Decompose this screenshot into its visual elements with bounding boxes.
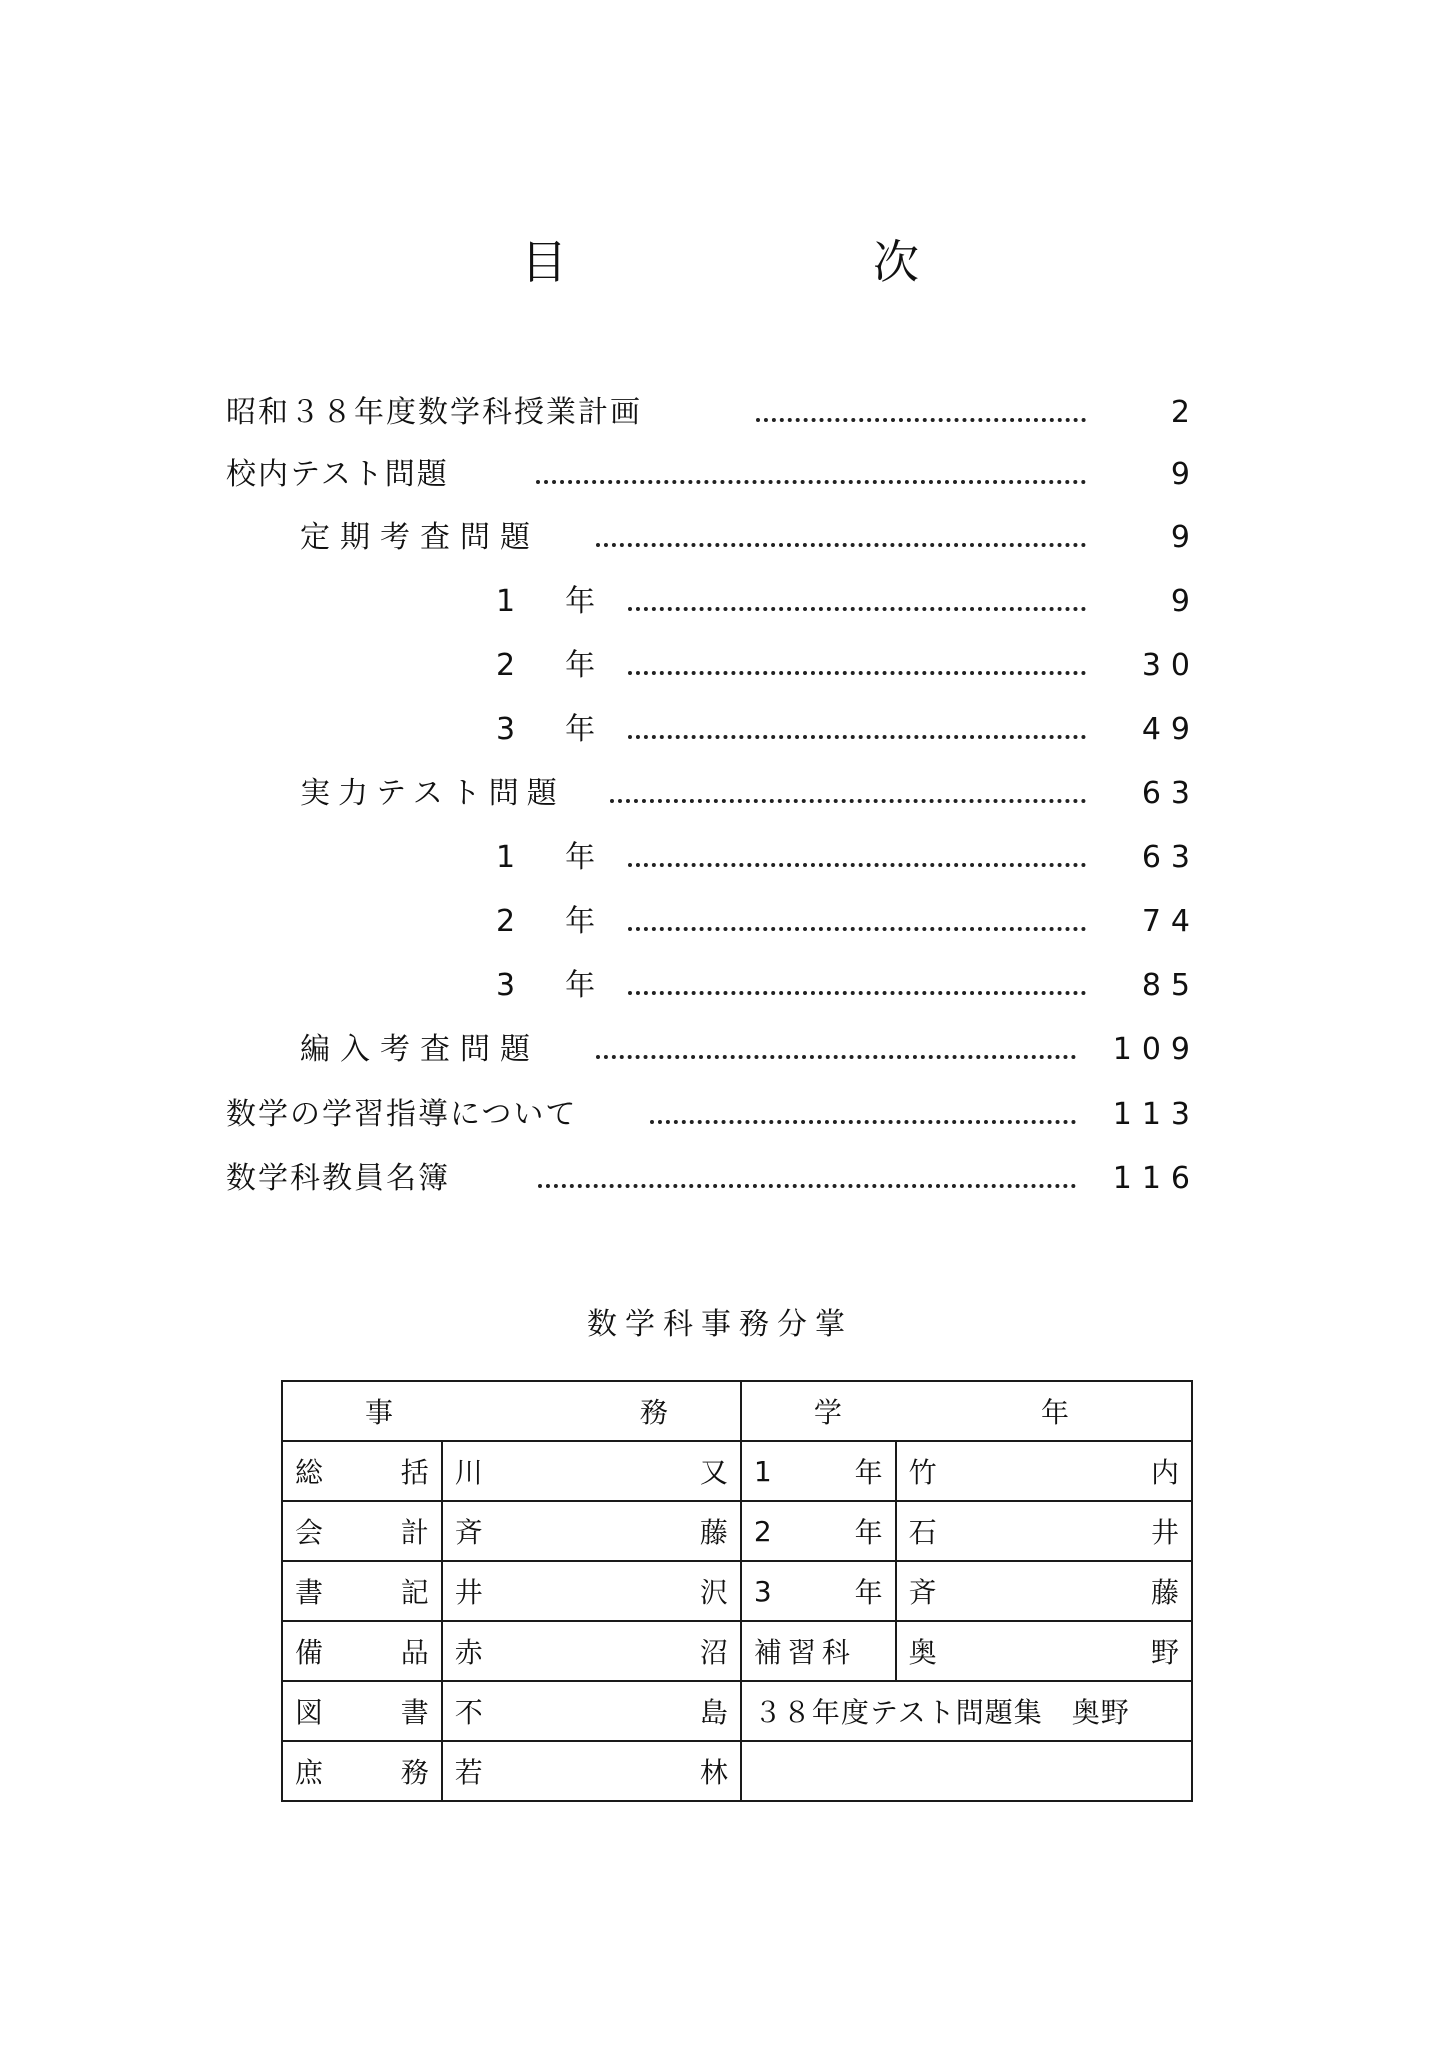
toc-entry-label: 校内テスト問題 [226,457,449,492]
note-text: ３８年度テスト問題集 奥野 [753,1696,1130,1729]
cell-text: 若 [454,1756,483,1789]
cell-text: 島 [699,1696,728,1729]
grade-cell [741,1441,896,1501]
header-text: 年 [1040,1396,1069,1429]
cell-text: 不 [454,1696,483,1729]
cell-text: 林 [699,1756,728,1789]
toc-entry [300,513,1200,563]
toc-entry-page: 63 [1141,776,1200,811]
cell-text: 1 [753,1454,772,1488]
teacher-cell [896,1441,1192,1501]
cell-text: 年 [854,1516,883,1549]
toc-leader [756,418,1086,422]
cell-text: 務 [400,1756,429,1789]
toc-entry-page: 116 [1112,1161,1200,1196]
cell-text: 石 [908,1516,937,1549]
toc-entry-page: 9 [1170,520,1200,555]
table-row [282,1441,1192,1501]
toc-entry-page: 49 [1141,712,1200,747]
cell-text: 藤 [1150,1576,1179,1609]
cell-text: 井 [1150,1516,1179,1549]
toc-entry [496,833,1200,883]
grade-cell [741,1501,896,1561]
toc-entry-label: 実力テスト問題 [300,776,565,811]
duty-cell [282,1621,442,1681]
cell-text: 斉 [454,1516,483,1549]
duty-cell [282,1741,442,1801]
toc-entry-label: 2 年 [496,648,606,683]
toc-entry-label: 3 年 [496,968,606,1003]
toc-leader [628,927,1086,931]
cell-text: 藤 [699,1516,728,1549]
header-text: 務 [639,1396,668,1429]
duty-cell [282,1441,442,1501]
toc-entry-label: 3 年 [496,712,606,747]
person-cell [442,1681,741,1741]
toc-entry [300,1025,1200,1075]
cell-text: 補習科 [753,1636,856,1669]
toc-entry-label: 数学の学習指導について [226,1097,578,1132]
toc-entry [226,1154,1200,1204]
cell-text: 沢 [699,1576,728,1609]
cell-text: 庶 [295,1756,324,1789]
toc-entry [226,1090,1200,1140]
note-cell [741,1681,1192,1741]
table-row [282,1741,1192,1801]
cell-text: 括 [400,1456,429,1489]
toc-leader [628,863,1086,867]
toc-entry [496,705,1200,755]
cell-text: 総 [295,1456,324,1489]
grade-header [741,1381,1192,1441]
note-cell [741,1741,1192,1801]
header-text: 事 [365,1396,394,1429]
page-title: 目 次 [521,235,1049,289]
header-text: 学 [813,1396,842,1429]
cell-text: 年 [854,1456,883,1489]
cell-text: 川 [454,1456,483,1489]
cell-text: 沼 [699,1636,728,1669]
toc-leader [610,799,1086,803]
toc-entry-page: 2 [1170,395,1200,430]
toc-entry-page: 30 [1141,648,1200,683]
toc-leader [596,1055,1076,1059]
person-cell [442,1561,741,1621]
toc-leader [536,480,1086,484]
cell-text: 品 [400,1636,429,1669]
toc-leader [650,1120,1076,1124]
toc-entry-page: 113 [1112,1097,1200,1132]
cell-text: 竹 [908,1456,937,1489]
toc-leader [538,1184,1076,1188]
duty-cell [282,1681,442,1741]
cell-text: 奥 [908,1636,937,1669]
duty-header [282,1381,741,1441]
cell-text: 又 [699,1456,728,1489]
toc-entry [496,641,1200,691]
cell-text: 赤 [454,1636,483,1669]
cell-text: 年 [854,1576,883,1609]
toc-entry-label: 2 年 [496,904,606,939]
toc-leader [628,607,1086,611]
toc-leader [628,991,1086,995]
toc-entry [496,897,1200,947]
cell-text: 内 [1150,1456,1179,1489]
grade-cell [741,1621,896,1681]
cell-text: 計 [400,1516,429,1549]
toc-entry-label: 定期考査問題 [300,520,540,555]
cell-text: 書 [400,1696,429,1729]
toc-entry [226,450,1200,500]
toc-entry-label: 編入考査問題 [300,1032,540,1067]
teacher-cell [896,1501,1192,1561]
person-cell [442,1501,741,1561]
toc-entry-label: 数学科教員名簿 [226,1161,450,1196]
toc-leader [596,543,1086,547]
cell-text: 記 [400,1576,429,1609]
cell-text: 3 [753,1574,772,1608]
cell-text: 書 [295,1576,324,1609]
person-cell [442,1621,741,1681]
grade-cell [741,1561,896,1621]
table-row [282,1681,1192,1741]
toc-entry [226,388,1200,438]
toc-entry-page: 74 [1141,904,1200,939]
cell-text: 井 [454,1576,483,1609]
toc-leader [628,735,1086,739]
cell-text: 備 [295,1636,324,1669]
toc-entry-label: 昭和３８年度数学科授業計画 [226,395,642,430]
toc-entry-page: 109 [1112,1032,1200,1067]
toc-entry [496,577,1200,627]
table-header-row [282,1381,1192,1441]
section-title: 数学科事務分掌 [587,1307,853,1342]
table-row [282,1621,1192,1681]
cell-text: 2 [753,1514,772,1548]
toc-entry-label: 1 年 [496,840,606,875]
cell-text: 斉 [908,1576,937,1609]
cell-text: 会 [295,1516,324,1549]
person-cell [442,1741,741,1801]
table-row [282,1561,1192,1621]
toc-entry [300,769,1200,819]
teacher-cell [896,1621,1192,1681]
duty-assignment-table [281,1380,1193,1802]
toc-entry-page: 85 [1141,968,1200,1003]
duty-cell [282,1561,442,1621]
toc-leader [628,671,1086,675]
toc-entry [496,961,1200,1011]
toc-entry-page: 9 [1170,584,1200,619]
table-row [282,1501,1192,1561]
cell-text: 野 [1150,1636,1179,1669]
toc-entry-label: 1 年 [496,584,606,619]
toc-entry-page: 63 [1141,840,1200,875]
duty-cell [282,1501,442,1561]
teacher-cell [896,1561,1192,1621]
person-cell [442,1441,741,1501]
cell-text: 図 [295,1696,324,1729]
toc-entry-page: 9 [1170,457,1200,492]
